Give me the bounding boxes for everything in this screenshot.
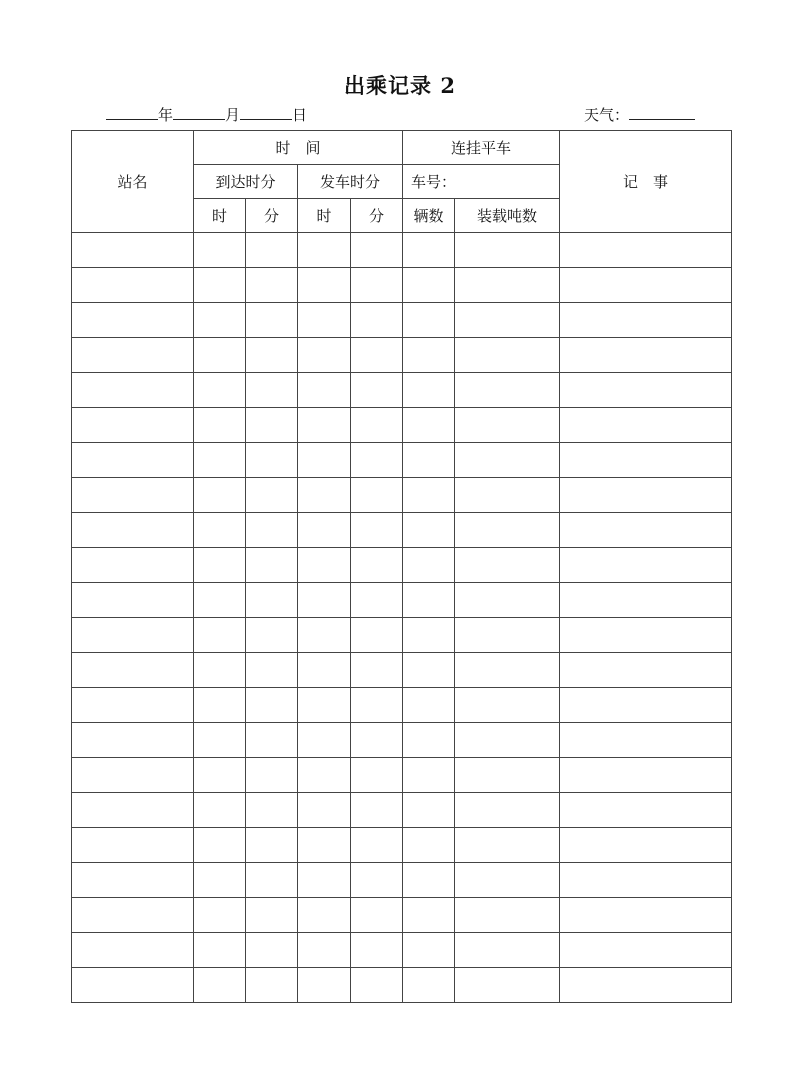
station-cell[interactable] [72,268,194,303]
departure-hour-cell[interactable] [298,233,351,268]
arrival-minute-cell[interactable] [246,443,298,478]
table-row [72,548,732,583]
table-row [72,478,732,513]
table-row [72,828,732,863]
arrival-hour-cell[interactable] [194,268,246,303]
departure-hour-cell[interactable] [298,268,351,303]
arrival-minute-cell[interactable] [246,723,298,758]
departure-hour-cell[interactable] [298,933,351,968]
load-cell[interactable] [455,688,560,723]
station-cell[interactable] [72,828,194,863]
table-row [72,303,732,338]
departure-minute-cell[interactable] [351,793,403,828]
table-row [72,898,732,933]
notes-cell[interactable] [560,303,732,338]
departure-hour-cell[interactable] [298,478,351,513]
departure-hour-cell[interactable] [298,758,351,793]
departure-minute-cell[interactable] [351,338,403,373]
departure-minute-cell[interactable] [351,898,403,933]
count-cell[interactable] [403,338,455,373]
weather-label: 天气： [584,106,630,124]
station-cell[interactable] [72,933,194,968]
record-table [71,130,732,1003]
arrival-minute-cell[interactable] [246,933,298,968]
car-number-label: 车号： [403,165,560,199]
table-row [72,653,732,688]
arrival-minute-cell[interactable] [246,583,298,618]
notes-cell[interactable] [560,688,732,723]
station-cell[interactable] [72,618,194,653]
arrival-minute-cell[interactable] [246,548,298,583]
arrival-hour-cell[interactable] [194,688,246,723]
arrival-hour-cell[interactable] [194,443,246,478]
station-cell[interactable] [72,338,194,373]
departure-minute-cell[interactable] [351,268,403,303]
load-cell[interactable] [455,758,560,793]
flatcar-header: 连挂平车 [403,131,560,165]
count-cell[interactable] [403,443,455,478]
departure-minute-cell[interactable] [351,583,403,618]
station-cell[interactable] [72,968,194,1003]
arrival-hour-cell[interactable] [194,793,246,828]
station-cell[interactable] [72,723,194,758]
arrival-minute-cell[interactable] [246,618,298,653]
departure-hour-cell[interactable] [298,863,351,898]
month-label: 月 [225,106,241,124]
notes-cell[interactable] [560,268,732,303]
arrival-hour-cell[interactable] [194,408,246,443]
load-cell[interactable] [455,513,560,548]
load-cell[interactable] [455,723,560,758]
notes-cell[interactable] [560,233,732,268]
table-row [72,688,732,723]
table-row [72,758,732,793]
table-row [72,863,732,898]
station-cell[interactable] [72,583,194,618]
arrival-hour-cell[interactable] [194,233,246,268]
arrival-minute-cell[interactable] [246,513,298,548]
load-cell[interactable] [455,443,560,478]
load-cell[interactable] [455,933,560,968]
arrival-minute-cell[interactable] [246,268,298,303]
notes-cell[interactable] [560,828,732,863]
table-row [72,408,732,443]
table-row [72,373,732,408]
arrival-hour-cell[interactable] [194,478,246,513]
arrival-minute-cell[interactable] [246,863,298,898]
arrival-minute-cell[interactable] [246,373,298,408]
notes-cell[interactable] [560,548,732,583]
arrival-hour-cell[interactable] [194,618,246,653]
departure-hour-cell[interactable] [298,723,351,758]
departure-hour-cell[interactable] [298,548,351,583]
weather-blank[interactable] [629,105,695,120]
departure-hour-cell[interactable] [298,653,351,688]
departure-minute-cell[interactable] [351,233,403,268]
station-cell[interactable] [72,793,194,828]
departure-minute-cell[interactable] [351,723,403,758]
departure-hour-cell[interactable] [298,373,351,408]
count-cell[interactable] [403,688,455,723]
departure-minute-cell[interactable] [351,828,403,863]
load-cell[interactable] [455,373,560,408]
arrival-hour-cell[interactable] [194,828,246,863]
arrival-hour-cell[interactable] [194,723,246,758]
notes-cell[interactable] [560,898,732,933]
load-cell[interactable] [455,653,560,688]
arrival-hour-cell[interactable] [194,513,246,548]
day-label: 日 [292,106,308,124]
arrival-minute-cell[interactable] [246,653,298,688]
departure-minute-cell[interactable] [351,618,403,653]
notes-cell[interactable] [560,478,732,513]
count-cell[interactable] [403,478,455,513]
departure-hour-cell[interactable] [298,513,351,548]
departure-minute-cell[interactable] [351,688,403,723]
load-cell[interactable] [455,303,560,338]
station-cell[interactable] [72,653,194,688]
station-cell[interactable] [72,863,194,898]
time-header: 时 间 [194,131,403,165]
departure-minute-cell[interactable] [351,408,403,443]
load-cell[interactable] [455,898,560,933]
notes-cell[interactable] [560,723,732,758]
table-row [72,618,732,653]
arrival-hour-cell[interactable] [194,303,246,338]
date-line [106,104,307,125]
departure-minute-cell[interactable] [351,758,403,793]
station-cell[interactable] [72,233,194,268]
count-cell[interactable] [403,268,455,303]
year-label: 年 [158,106,174,124]
arrival-minute-cell[interactable] [246,233,298,268]
count-cell[interactable] [403,373,455,408]
table-row [72,338,732,373]
table-row [72,933,732,968]
load-header: 装载吨数 [455,199,560,233]
load-cell[interactable] [455,338,560,373]
departure-minute-cell[interactable] [351,303,403,338]
arrival-header: 到达时分 [194,165,298,199]
load-cell[interactable] [455,478,560,513]
load-cell[interactable] [455,863,560,898]
notes-cell[interactable] [560,618,732,653]
count-cell[interactable] [403,723,455,758]
departure-hour-cell[interactable] [298,303,351,338]
table-row [72,513,732,548]
load-cell[interactable] [455,583,560,618]
arrival-hour-cell[interactable] [194,758,246,793]
station-cell[interactable] [72,548,194,583]
notes-cell[interactable] [560,793,732,828]
table-row [72,793,732,828]
station-cell[interactable] [72,758,194,793]
departure-minute-cell[interactable] [351,373,403,408]
notes-cell[interactable] [560,373,732,408]
departure-hour-cell[interactable] [298,688,351,723]
departure-minute-header: 分 [351,199,403,233]
notes-cell[interactable] [560,653,732,688]
count-cell[interactable] [403,548,455,583]
arrival-minute-cell[interactable] [246,898,298,933]
count-cell[interactable] [403,863,455,898]
load-cell[interactable] [455,828,560,863]
load-cell[interactable] [455,548,560,583]
weather-line [584,104,695,125]
arrival-hour-cell[interactable] [194,548,246,583]
count-cell[interactable] [403,758,455,793]
arrival-hour-cell[interactable] [194,653,246,688]
station-cell[interactable] [72,373,194,408]
load-cell[interactable] [455,793,560,828]
count-cell[interactable] [403,653,455,688]
arrival-hour-cell[interactable] [194,583,246,618]
table-row [72,268,732,303]
count-cell[interactable] [403,513,455,548]
departure-minute-cell[interactable] [351,478,403,513]
arrival-hour-header: 时 [194,199,246,233]
notes-cell[interactable] [560,933,732,968]
departure-hour-cell[interactable] [298,968,351,1003]
count-cell[interactable] [403,793,455,828]
arrival-minute-cell[interactable] [246,303,298,338]
notes-header: 记 事 [560,131,732,233]
departure-hour-cell[interactable] [298,828,351,863]
form-title: 出乘记录 2 [344,73,456,98]
count-header: 辆数 [403,199,455,233]
count-cell[interactable] [403,933,455,968]
count-cell[interactable] [403,303,455,338]
station-cell[interactable] [72,688,194,723]
departure-minute-cell[interactable] [351,968,403,1003]
departure-hour-cell[interactable] [298,338,351,373]
arrival-minute-cell[interactable] [246,478,298,513]
departure-minute-cell[interactable] [351,863,403,898]
station-cell[interactable] [72,443,194,478]
departure-header: 发车时分 [298,165,403,199]
station-cell[interactable] [72,478,194,513]
departure-minute-cell[interactable] [351,443,403,478]
notes-cell[interactable] [560,758,732,793]
month-blank[interactable] [173,105,225,120]
arrival-hour-cell[interactable] [194,863,246,898]
departure-hour-cell[interactable] [298,443,351,478]
departure-hour-cell[interactable] [298,618,351,653]
notes-cell[interactable] [560,408,732,443]
load-cell[interactable] [455,408,560,443]
station-header: 站名 [72,131,194,233]
arrival-minute-cell[interactable] [246,758,298,793]
departure-minute-cell[interactable] [351,513,403,548]
notes-cell[interactable] [560,863,732,898]
departure-hour-header: 时 [298,199,351,233]
count-cell[interactable] [403,828,455,863]
departure-hour-cell[interactable] [298,793,351,828]
station-cell[interactable] [72,898,194,933]
table-row [72,443,732,478]
notes-cell[interactable] [560,513,732,548]
notes-cell[interactable] [560,968,732,1003]
departure-hour-cell[interactable] [298,898,351,933]
departure-minute-cell[interactable] [351,653,403,688]
day-blank[interactable] [240,105,292,120]
arrival-minute-cell[interactable] [246,793,298,828]
arrival-minute-cell[interactable] [246,408,298,443]
count-cell[interactable] [403,408,455,443]
station-cell[interactable] [72,303,194,338]
station-cell[interactable] [72,408,194,443]
table-row [72,233,732,268]
departure-minute-cell[interactable] [351,548,403,583]
table-row [72,583,732,618]
arrival-minute-cell[interactable] [246,338,298,373]
count-cell[interactable] [403,233,455,268]
notes-cell[interactable] [560,338,732,373]
load-cell[interactable] [455,268,560,303]
notes-cell[interactable] [560,443,732,478]
arrival-minute-cell[interactable] [246,968,298,1003]
table-row [72,723,732,758]
arrival-minute-header: 分 [246,199,298,233]
departure-hour-cell[interactable] [298,408,351,443]
arrival-hour-cell[interactable] [194,933,246,968]
count-cell[interactable] [403,618,455,653]
load-cell[interactable] [455,233,560,268]
count-cell[interactable] [403,583,455,618]
departure-minute-cell[interactable] [351,933,403,968]
count-cell[interactable] [403,898,455,933]
load-cell[interactable] [455,618,560,653]
departure-hour-cell[interactable] [298,583,351,618]
arrival-hour-cell[interactable] [194,373,246,408]
arrival-hour-cell[interactable] [194,968,246,1003]
arrival-minute-cell[interactable] [246,828,298,863]
arrival-hour-cell[interactable] [194,338,246,373]
load-cell[interactable] [455,968,560,1003]
notes-cell[interactable] [560,583,732,618]
year-blank[interactable] [106,105,158,120]
station-cell[interactable] [72,513,194,548]
arrival-hour-cell[interactable] [194,898,246,933]
arrival-minute-cell[interactable] [246,688,298,723]
count-cell[interactable] [403,968,455,1003]
table-row [72,968,732,1003]
